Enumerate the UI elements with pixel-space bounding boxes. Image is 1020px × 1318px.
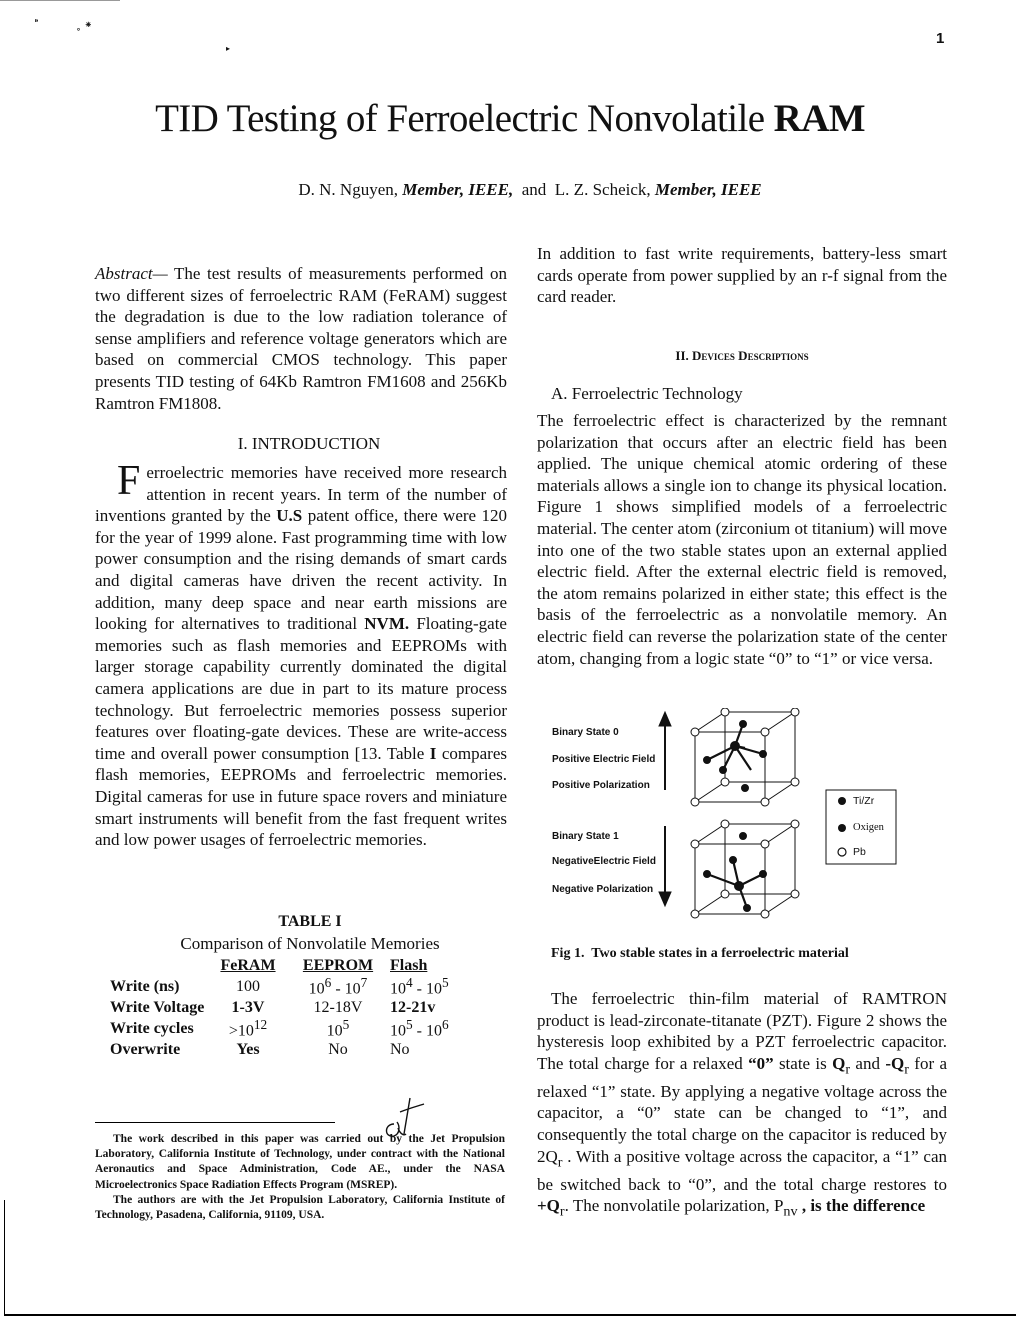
scan-edge-top: [0, 0, 120, 1]
table-label: TABLE I: [278, 913, 342, 930]
devices-body: The ferroelectric effect is characterized by the remnant polarization that occurs after an electric field has been applied. The unique chemical atomic ordering of these materials allows a single ion to change its physical location. Figure 1 shows simplified models of a ferroelectric material. The center atom (zirconium ot titanium) will move into one of the two stable states upon an external applied electric field. After the external electric field is removed, the atom remains polarized in either state; this effect is the basis of the ferroelectric as a nonvolatile memory. An electric field can reverse the polarization state of the center atom, changing from a logic state “0” to “1” or vice versa.: [537, 411, 947, 668]
footnote-rule: [95, 1122, 335, 1123]
title-bold: RAM: [773, 97, 865, 140]
footnote: The work described in this paper was carried out by the Jet Propulsion Laboratory, California Institute of Technology, under contract with the National Aeronautics and Space Administration, Code AE., under the NASA Microelectronics Space Radiation Effects Program (MSREP). The authors are with the Jet Propulsion Laboratory, California Institute of Technology, Pasadena, California, 91109, USA.: [95, 1133, 505, 1222]
table-row: Write (ns) 100 $10^6 - 10^7$ $10^4 - 10^5$: [110, 975, 449, 998]
pzt-paragraph: The ferroelectric thin-film material of RAMTRON product is lead-zirconate-titanate (PZT). Figure 2 shows the hysteresis loop exhibited by a PZT ferroelectric capacitor. The total charge for a relaxed “0” state is $Q_r$ and $-Q_r$ for a relaxed “1” state. By applying a negative voltage across the capacitor, a “0” state can be changed to “1”, and consequently the total charge on the capacitor is reduced by $2Q_r$ . With a positive voltage across the capacitor, a “1” can be switched back to “0”, and the total charge restores to $+Q_r$. The nonvolatile polarization, $P_{nv}$ , is the difference: [537, 989, 947, 1220]
legend-label-tizr: Ti/Zr: [853, 795, 875, 807]
paper-title: [0, 96, 1020, 141]
fig-label-bottom-field: NegativeElectric Field: [552, 856, 656, 867]
scan-speck: ▸: [226, 44, 231, 53]
fig-label-bottom-state: Binary State 1: [552, 831, 619, 842]
ferroelectric-figure: [655, 708, 900, 920]
col-header-flash: Flash: [390, 956, 428, 974]
arrow-up-icon: [659, 712, 671, 790]
legend-label-pb: Pb: [853, 846, 866, 858]
col-header-feram: FeRAM: [220, 956, 276, 974]
table-row: Write Voltage 1-3V 12-18V 12-21v: [110, 998, 436, 1016]
abstract: Abstract— The test results of measurements performed on two different sizes of ferroelectric RAM (FeRAM) suggest the degradation is due to the low radiation tolerance of sense amplifiers and reference voltage generators which are based on commercial CMOS technology. This paper presents TID testing of 64Kb Ramtron FM1608 and 256Kb Ramtron FM1808.: [95, 264, 507, 413]
arrow-down-icon: [659, 826, 671, 906]
scan-edge-bottom: [4, 1314, 1016, 1316]
fig-label-top-state: Binary State 0: [552, 727, 619, 738]
comparison-table: [110, 956, 470, 1060]
introduction-body: Ferroelectric memories have received more research attention in recent years. In term of the number of inventions granted by the U.S patent office, there were 120 for the year of 1999 alone. Fast programming time with low power consumption and the rising demands of smart cards and digital cameras have driven the recent activity. In addition, many deep space and near earth missions are looking for alternatives to traditional NVM. Floating-gate memories such as flash memories and EEPROMs with larger storage capability currently dominated the digital camera applications are due in part to its mature process technology. But ferroelectric memories possess superior features over floating-gate devices. These are write-access time and overall power consumption [13. Table I compares flash memories, EEPROMs and ferroelectric memories. Digital cameras for use in future space rovers and miniature smart instruments will benefit from the fast frequent writes and low power usages of ferroelectric memories.: [95, 458, 508, 850]
table-row: Overwrite Yes No No: [110, 1041, 410, 1059]
page-number: 1: [936, 30, 945, 47]
table-caption: Comparison of Nonvolatile Memories: [180, 934, 440, 953]
figure-caption: Fig 1. Two stable states in a ferroelectric material: [551, 946, 849, 961]
section-heading-introduction: I. INTRODUCTION: [237, 434, 381, 453]
oxygen-icon: [838, 824, 846, 832]
crystal-lattice-top: [691, 708, 799, 806]
scan-speck: ⁍: [34, 16, 39, 27]
fig-label-top-polarization: Positive Polarization: [552, 780, 650, 791]
section-heading-devices: II. Devices Descriptions: [675, 348, 809, 363]
subsection-heading: A. Ferroelectric Technology: [551, 384, 743, 403]
titanium-zirconium-icon: [838, 797, 846, 805]
scan-edge-left: [4, 1200, 5, 1316]
right-intro-paragraph: In addition to fast write requirements, battery-less smart cards operate from power supplied by an r-f signal from the card reader.: [537, 244, 947, 307]
legend-label-oxygen: Oxigen: [853, 822, 884, 833]
title-text: TID Testing of Ferroelectric Nonvolatile: [155, 97, 774, 140]
table-row: Write cycles $>10^{12}$ $10^5$ $10^5 - 10^6$: [110, 1017, 449, 1040]
col-header-eeprom: EEPROM: [302, 956, 374, 974]
lead-icon: [838, 848, 846, 856]
drop-cap: F: [117, 458, 141, 504]
fig-label-top-field: Positive Electric Field: [552, 754, 656, 765]
scan-speck: ˳ ⁕: [76, 20, 93, 31]
fig-label-bottom-polarization: Negative Polarization: [552, 884, 654, 895]
crystal-lattice-bottom: [691, 820, 799, 918]
author-line: D. N. Nguyen, Member, IEEE, and L. Z. Scheick, Member, IEEE: [298, 180, 762, 199]
